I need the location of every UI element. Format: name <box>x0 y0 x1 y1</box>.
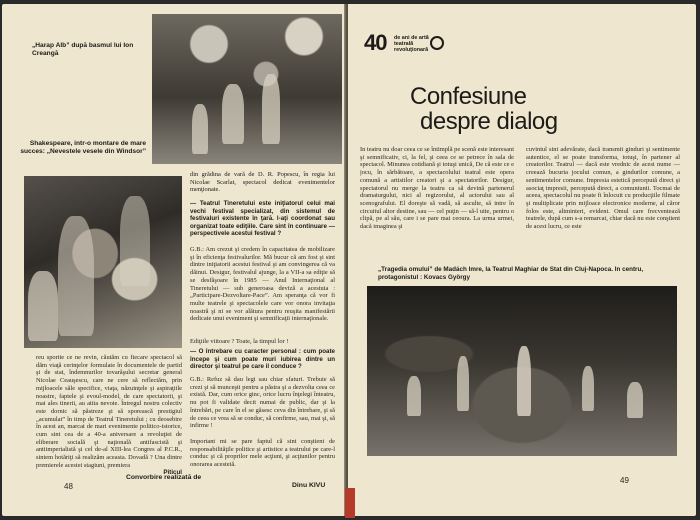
left-col-a-answer2: G.B.: Refuz să dau legi sau chiar sfaturi. Trebuie să crezi şi să munceşti pentru a păstra şi a dezvolta ceea ce există. Dar, cum orice ginc, orice lucru înţelegi înteatru, nu pot fi validate decit numai de public, dar şi la întrebări, pe care în el se găsesc ceva din întrebare, şi să de ceea ce vrea să se conduc, să confirme, sau, mai şi, să infirme ! <box>190 376 335 430</box>
left-col-a-q3: — O întrebare cu caracter personal : cum poate începe şi cum poate muri iubirea dintre un director şi teatrul pe care il conduce ? <box>190 348 335 371</box>
right-page <box>348 4 696 516</box>
headline-line-1: Confesiune <box>410 83 527 110</box>
badge-text: de ani de artă teatrală revoluţionară <box>394 35 429 53</box>
page-number-left: 48 <box>64 482 73 491</box>
anniversary-badge <box>364 32 452 56</box>
right-col-2: cuvintul sint adevărate, dacă transmit ginduri şi sentimente autentice, el se poate transforma, totuşi, în partener al creatorilor. Teatrul — dacă este vrednic de acest nume — creează bucuria jocului comun, a gindurilor comune, a sentimentelor comune. Impresia estetică percepută direct şi asociaţ impresii, percepută direct, a comuniunii. Tocmai de aceea, spectacolul nu poate fi înlocuit cu producţiile filmate şi multiplicate prin mijloace electronice moderne, al căror folos este, altminteri, evident. Omul care frecventează teatrele, după cum s-a remarcat, chiar dacă nu este conştient de acest lucru, ce este <box>526 146 680 231</box>
left-col-a-q2: Ediţiile viitoare ? Toate, la timpul lor ! <box>190 338 289 345</box>
left-col-a-question: — Teatrul Tineretului este iniţiatorul celui mai vechi festival specializat, din sistemul de festivaluri existente în ţară. l-aţi coordonat sau organizat toate ediţiile. Care sint în continuare — perspectivele acestui festival ? <box>190 200 335 238</box>
left-col-b-tail: Piticul <box>163 469 182 476</box>
left-col-a-intro: din grădina de vară de D. R. Popescu, în regia lui Nicolae Scarlat, spectacol dedicat evenimentelor menţionate. <box>190 171 335 194</box>
signoff-label: Convorbire realizată de <box>126 474 202 481</box>
caption-tragedia: „Tragedia omului” de Madách Imre, la Teatrul Maghiar de Stat din Cluj-Napoca. In centru, protagonistul : Kovacs György <box>378 266 644 281</box>
page-number-right: 49 <box>620 476 629 485</box>
article-headline <box>410 84 650 134</box>
badge-number: 40 <box>364 30 387 55</box>
signoff-name: Dinu KIVU <box>292 482 326 489</box>
spine-bookmark <box>345 488 355 518</box>
headline-line-2: despre dialog <box>420 108 558 135</box>
left-col-a-answer3: Important mi se pare faptul că sint conştient de responsabilităţile politice şi artistice a teatrului pe care-l conduc şi că proprilor mele acţiuni, şi acţiunilor pentru onorarea acesteiă. <box>190 438 335 468</box>
right-col-1: In teatru nu doar ceea ce se întimplă pe scenă este interesant şi semnificativ, ci, la fel, şi ceea ce se petrece în sala de spectacol. Minunea cotidiană şi totuşi unică, De că este ce e jocu, în sărbătoare, a spectacolului teatral este opera comună a artistilor creatori şi a spectatorilor. Desigur, spectatorul nu merge la teatru ca să devină partenerul dramaturgului, nici al regizorului, al actorului sau al scenografului. El doreşte să vadă, să asculte, să intre în circuitul altor destine, sau — cel puţin — să-l uite, pentru o clipă, pe al său, care i se pare mai ceoura. La urma urmei, dacă imaginea şi <box>360 146 514 231</box>
left-page <box>2 4 346 516</box>
left-col-b-body: reu sporite ce ne revin, căutăm cu fiecare spectacol să dăm viaţă cerinţelor formulate în documentele de partid şi de stat, îndemnurilor tovarăşului secretar general Nicolae Ceauşescu, care ne cere să reflectăm, prin mijloacele săle specifice, viaţa, năzuinţele şi aspiraţiile noastre, faptele şi evoul-model, de care spectatorii, şi mai ales tinerii, au atita nevoie. Întregul nostru colectiv este dornic să păstreze şi să sporească prestigiul „acumulat” în timp de Teatrul Tineretului ; cu deosebire în acest an, marcat de mari evenimente politico-istorice, cum sint cea de a 40-a aniversare a revoluţiei de eliberare socială şi naţională antifascistă şi antiimperialistă şi cel de-al XIII-lea Congres al P.C.R., sintem hotăriţi să realizăm aceasta. Dovadă ? Una dintre premierele acestei stagiuni, premiera <box>36 354 182 469</box>
tragedia-omului-photo <box>367 286 677 456</box>
caption-shakespeare: Shakespeare, intr-o montare de mare succes: „Nevestele vesele din Windsor” <box>20 140 146 156</box>
harap-alb-photo <box>152 14 342 164</box>
shakespeare-photo <box>24 176 182 348</box>
star-emblem-icon <box>430 36 444 50</box>
left-col-a-answer: G.B.: Am crezut şi credem în capacitatea de mobilizare şi în eficienţa festivalurilor. Mă bucur că am fost şi sint dintre iniţiatorii acestui festival şi am convingerea că va dăinui. Desigur, festivalul ajunge, la a VII-a sa ediţie să se desfăşoare în 1985 — Anul Internaţional al Tineretului — sub generoasa deviză a acestuia : „Participare-Dezvoltare-Pace”. Am speranţa că vor fi multe teatrele şi spectacolele care vor onora invitaţia noastră şi ni se vor alătura pentru reuşita manifestării dedicate unui eveniment şi semnificaţii internaţionale. <box>190 246 335 323</box>
caption-harap-alb: „Harap Alb” după basmul lui Ion Creangă <box>32 42 134 58</box>
